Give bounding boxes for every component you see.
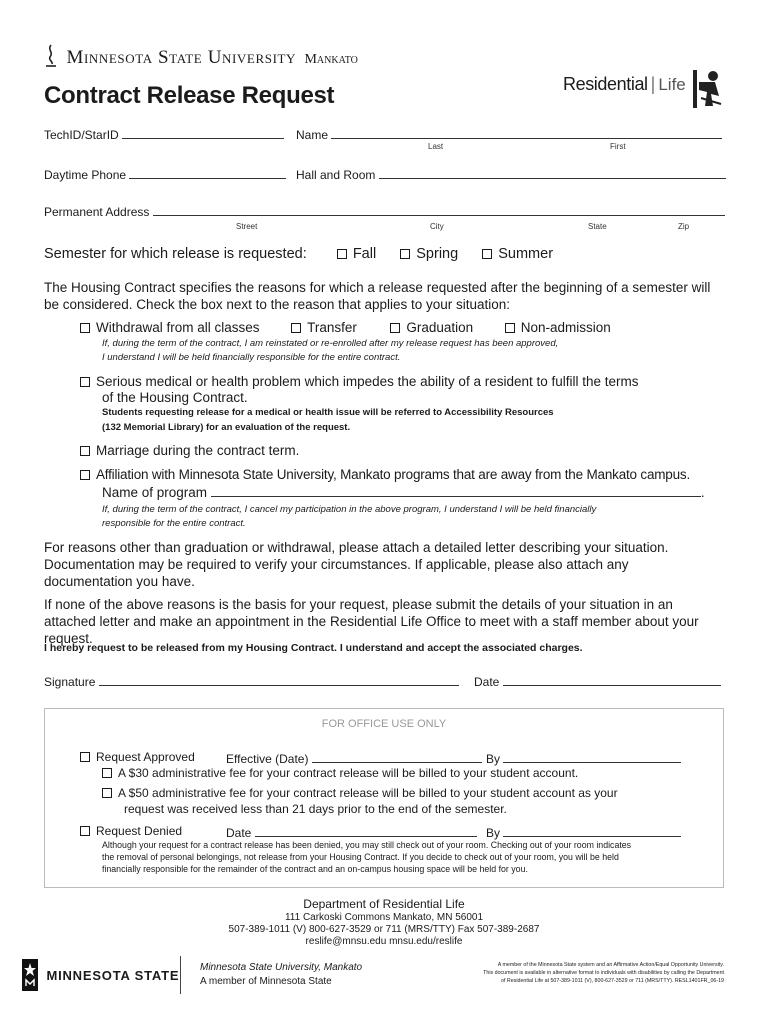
date-label: Date <box>474 675 500 689</box>
phone-row <box>44 166 286 182</box>
nonadmission-label: Non-admission <box>520 320 611 335</box>
fee30-label: A $30 administrative fee for your contract release will be billed to your student account. <box>118 766 579 780</box>
name-label: Name <box>296 128 329 142</box>
affiliation-label: Affiliation with Minnesota State University, Mankato programs that are away from the Mankato campus. <box>96 467 691 482</box>
approved-checkbox[interactable] <box>80 752 90 762</box>
withdrawal-note-1: If, during the term of the contract, I am reinstated or re-enrolled after my release request has been approved, <box>102 338 559 349</box>
footer-web: reslife@mnsu.edu mnsu.edu/reslife <box>305 936 463 947</box>
affiliation-note-2: responsible for the entire contract. <box>102 518 246 529</box>
university-name: Minnesota State University <box>66 47 297 68</box>
name-first-caption: First <box>610 142 626 151</box>
footer-member-1: Minnesota State University, Mankato <box>200 962 363 973</box>
addr-zip-caption: Zip <box>678 222 690 231</box>
phone-field[interactable] <box>129 166 286 179</box>
reason-medical <box>80 374 639 389</box>
university-flame-icon <box>44 44 58 68</box>
by1-row <box>486 750 681 766</box>
withdrawal-label: Withdrawal from all classes <box>96 320 260 335</box>
marriage-checkbox[interactable] <box>80 446 90 456</box>
transfer-checkbox[interactable] <box>291 323 301 333</box>
university-header <box>44 44 358 70</box>
hall-label: Hall and Room <box>296 168 376 182</box>
medical-checkbox[interactable] <box>80 377 90 387</box>
addr-city-caption: City <box>430 222 444 231</box>
signature-field[interactable] <box>99 673 459 686</box>
fee30-checkbox[interactable] <box>102 768 112 778</box>
footer-member-2: A member of Minnesota State <box>200 976 332 987</box>
transfer-label: Transfer <box>307 320 357 335</box>
withdrawal-checkbox[interactable] <box>80 323 90 333</box>
footer-address: 111 Carkoski Commons Mankato, MN 56001 <box>284 912 484 923</box>
none-reasons-paragraph: If none of the above reasons is the basis for your request, please submit the details of your situation in an attached letter and make an appointment in the Residential Life Office to meet with a staff member about your request. <box>44 597 699 646</box>
fee50-checkbox[interactable] <box>102 788 112 798</box>
fee50-label-2: request was received less than 21 days prior to the end of the semester. <box>124 802 507 816</box>
name-row <box>296 126 722 142</box>
techid-field[interactable] <box>122 126 284 139</box>
program-row: Name of program . <box>102 485 705 500</box>
denied-label: Request Denied <box>96 824 183 838</box>
fall-checkbox[interactable] <box>337 249 347 259</box>
university-campus: Mankato <box>304 52 358 67</box>
denied-date-row <box>226 824 477 840</box>
minnesota-state-mark-icon <box>22 959 38 991</box>
denied-date-label: Date <box>226 826 252 840</box>
graduation-checkbox[interactable] <box>390 323 400 333</box>
footer-divider <box>180 956 181 994</box>
withdrawal-note-2: I understand I will be held financially responsible for the entire contract. <box>102 352 401 363</box>
address-label: Permanent Address <box>44 205 150 219</box>
footer-legal-2: This document is available in alternative format to individuals with disabilities by calling the Department <box>483 970 724 976</box>
denied-checkbox[interactable] <box>80 826 90 836</box>
footer-dept: Department of Residential Life <box>303 897 465 911</box>
intro-paragraph: The Housing Contract specifies the reasons for which a release requested after the beginning of a semester will be considered. Check the box next to the reason that applies to your situation: <box>44 280 711 312</box>
program-name-field[interactable] <box>211 484 701 497</box>
footer-legal-1: A member of the Minnesota State system and an Affirmative Action/Equal Opportunity University. <box>497 962 724 968</box>
affiliation-checkbox[interactable] <box>80 470 90 480</box>
signature-label: Signature <box>44 675 96 689</box>
by2-row <box>486 824 681 840</box>
reason-affiliation <box>80 467 690 482</box>
denied-date-field[interactable] <box>255 824 477 837</box>
phone-label: Daytime Phone <box>44 168 127 182</box>
effective-label: Effective (Date) <box>226 752 309 766</box>
date-field[interactable] <box>503 673 721 686</box>
by2-label: By <box>486 826 501 840</box>
medical-note-1: Students requesting release for a medical or health issue will be referred to Accessibility Resources <box>102 407 554 418</box>
approved-row <box>80 750 195 764</box>
approved-label: Request Approved <box>96 750 195 764</box>
program-label: Name of program <box>102 485 208 500</box>
form-title: Contract Release Request <box>44 82 335 109</box>
denied-note-3: financially responsible for the remainder of the contract and an on-campus housing space will be held for you. <box>102 864 528 874</box>
fall-label: Fall <box>352 246 377 262</box>
semester-row <box>44 246 553 262</box>
reason-marriage <box>80 443 299 458</box>
effective-date-field[interactable] <box>312 750 482 763</box>
summer-label: Summer <box>498 246 554 262</box>
affiliation-note-1: If, during the term of the contract, I cancel my participation in the above program, I understand I will be held financially <box>102 504 597 515</box>
by1-label: By <box>486 752 501 766</box>
medical-note-2: (132 Memorial Library) for an evaluation of the request. <box>102 422 351 433</box>
hall-row <box>296 166 726 182</box>
date-row <box>474 673 721 689</box>
minnesota-state-logo: MINNESOTA STATE <box>22 959 179 991</box>
signature-row <box>44 673 459 689</box>
denied-note-1: Although your request for a contract release has been denied, you may still check out of your room. Checking out of your room indicates <box>102 840 632 850</box>
fee50-label-1: A $50 administrative fee for your contract release will be billed to your student account as your <box>118 786 618 800</box>
name-last-caption: Last <box>428 142 444 151</box>
name-field[interactable] <box>331 126 722 139</box>
nonadmission-checkbox[interactable] <box>505 323 515 333</box>
denied-row <box>80 824 182 838</box>
fee50-row <box>102 786 618 800</box>
fee30-row <box>102 766 578 780</box>
reason-row-1 <box>80 320 611 335</box>
spring-label: Spring <box>416 246 459 262</box>
semester-label: Semester for which release is requested: <box>44 246 307 262</box>
addr-street-caption: Street <box>236 222 258 231</box>
residential-life-logo: Residential | Life <box>563 74 686 95</box>
hall-room-field[interactable] <box>379 166 726 179</box>
effective-row <box>226 750 482 766</box>
address-row <box>44 203 725 219</box>
denied-by-field[interactable] <box>503 824 681 837</box>
footer-legal-3: of Residential Life at 507-389-1011 (V), 800-627-3529 or 711 (MRS/TTY). RESL1401FR_06-19 <box>501 978 724 984</box>
approved-by-field[interactable] <box>503 750 681 763</box>
medical-label-2: of the Housing Contract. <box>102 390 248 405</box>
office-use-title: FOR OFFICE USE ONLY <box>321 718 447 730</box>
techid-row <box>44 126 284 142</box>
declaration-text: I hereby request to be released from my Housing Contract. I understand and accept the associated charges. <box>44 642 583 654</box>
medical-label-1: Serious medical or health problem which impedes the ability of a resident to fulfill the terms <box>96 374 639 389</box>
summer-checkbox[interactable] <box>482 249 492 259</box>
addr-state-caption: State <box>588 222 607 231</box>
graduation-label: Graduation <box>406 320 474 335</box>
techid-label: TechID/StarID <box>44 128 119 142</box>
residential-life-figure-icon <box>691 68 725 110</box>
denied-note-2: the removal of personal belongings, not release from your Housing Contract. If you decide to check out of your room, you will be held <box>102 852 619 862</box>
address-field[interactable] <box>153 203 725 216</box>
footer-phones: 507-389-1011 (V) 800-627-3529 or 711 (MRS/TTY) Fax 507-389-2687 <box>228 924 540 935</box>
spring-checkbox[interactable] <box>400 249 410 259</box>
marriage-label: Marriage during the contract term. <box>96 443 300 458</box>
other-reasons-paragraph: For reasons other than graduation or withdrawal, please attach a detailed letter describing your situation. Documentation may be required to verify your circumstances. If applicable, please also attach any documentation you have. <box>44 540 669 589</box>
